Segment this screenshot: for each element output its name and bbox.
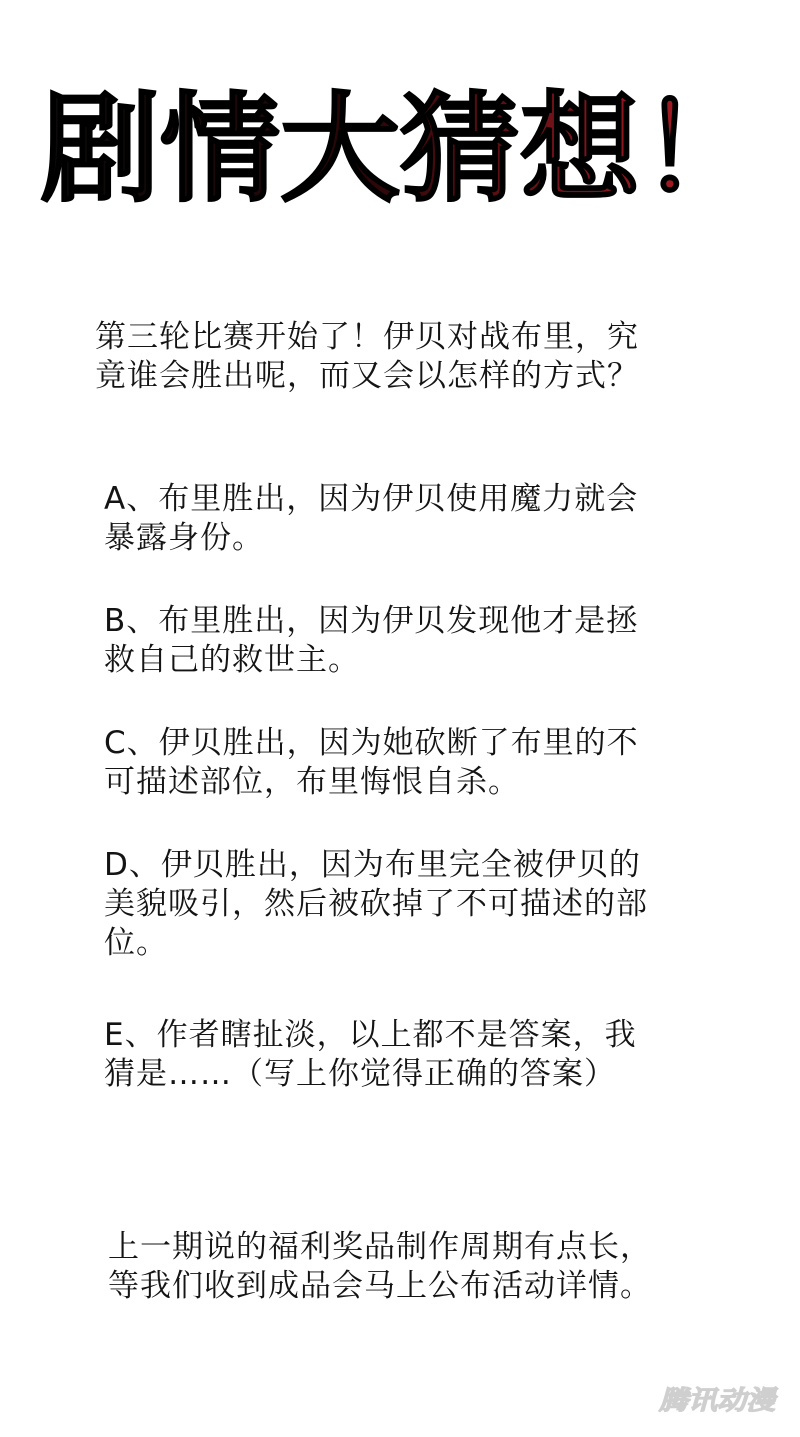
option-line: B、布里胜出，因为伊贝发现他才是拯 [104, 603, 639, 639]
option-line: C、伊贝胜出，因为她砍断了布里的不 [104, 725, 639, 761]
option-d [104, 846, 648, 963]
notice-paragraph [108, 1228, 652, 1306]
notice-line: 等我们收到成品会马上公布活动详情。 [108, 1268, 652, 1304]
title-text: 剧情大猜想！ [40, 80, 761, 218]
watermark-logo [655, 1383, 779, 1415]
notice-line: 上一期说的福利奖品制作周期有点长， [108, 1229, 652, 1265]
option-line: E、作者瞎扯淡，以上都不是答案，我 [104, 1017, 637, 1053]
option-b [104, 602, 638, 680]
watermark-graphic [655, 1383, 779, 1415]
title-graphic [0, 72, 800, 222]
option-line: 位。 [104, 925, 168, 961]
option-line: 猜是……（写上你觉得正确的答案） [104, 1056, 616, 1092]
option-e [104, 1016, 637, 1094]
intro-paragraph [95, 318, 639, 396]
option-line: A、布里胜出，因为伊贝使用魔力就会 [104, 481, 639, 517]
option-line: 暴露身份。 [104, 520, 264, 556]
option-line: 救自己的救世主。 [104, 642, 360, 678]
watermark-text: 腾讯动漫 [657, 1386, 779, 1415]
option-a [104, 480, 638, 558]
intro-line: 竟谁会胜出呢，而又会以怎样的方式？ [95, 358, 639, 394]
page-title [0, 72, 800, 222]
option-line: D、伊贝胜出，因为布里完全被伊贝的 [104, 847, 641, 883]
option-c [104, 724, 639, 802]
option-line: 美貌吸引，然后被砍掉了不可描述的部 [104, 886, 648, 922]
option-line: 可描述部位，布里悔恨自杀。 [104, 764, 520, 800]
intro-line: 第三轮比赛开始了！伊贝对战布里，究 [95, 319, 639, 355]
